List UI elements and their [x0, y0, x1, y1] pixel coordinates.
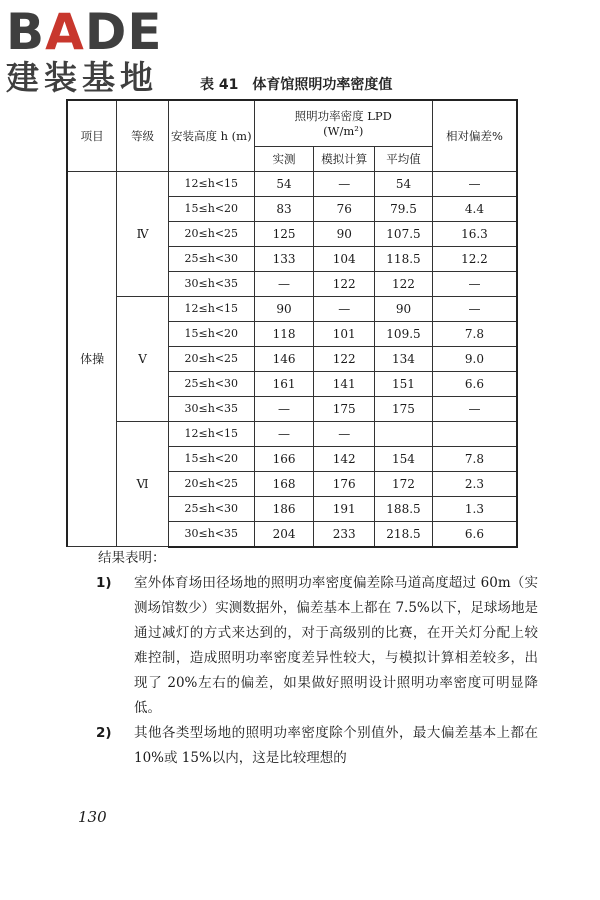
simulated-cell: 142: [314, 446, 375, 471]
result-item-2: [78, 721, 538, 771]
deviation-cell: [432, 421, 517, 446]
result-item-text: 其他各类型场地的照明功率密度除个别值外，最大偏差基本上都在 10%或 15%以内，这是比较理想的: [134, 725, 538, 766]
average-cell: 118.5: [375, 246, 433, 271]
deviation-cell: —: [432, 271, 517, 296]
logo-subtitle: 建装基地: [6, 58, 158, 97]
header-lpd-label: 照明功率密度 LPD: [294, 109, 392, 124]
measured-cell: 168: [254, 471, 314, 496]
result-item-1: [78, 571, 538, 721]
measured-cell: —: [254, 396, 314, 421]
average-cell: 90: [375, 296, 433, 321]
lpd-table: [66, 99, 518, 548]
height-cell: 15≤h<20: [168, 446, 254, 471]
page-number: 130: [78, 808, 107, 826]
deviation-cell: 6.6: [432, 371, 517, 396]
deviation-cell: 7.8: [432, 446, 517, 471]
height-cell: 15≤h<20: [168, 321, 254, 346]
simulated-cell: —: [314, 421, 375, 446]
height-cell: 25≤h<30: [168, 496, 254, 521]
height-cell: 25≤h<30: [168, 246, 254, 271]
header-average: 平均值: [375, 146, 433, 171]
logo-wordmark: BADE: [6, 3, 163, 61]
simulated-cell: 175: [314, 396, 375, 421]
measured-cell: 83: [254, 196, 314, 221]
simulated-cell: 122: [314, 346, 375, 371]
average-cell: 79.5: [375, 196, 433, 221]
measured-cell: —: [254, 271, 314, 296]
height-cell: 30≤h<35: [168, 396, 254, 421]
header-deviation: 相对偏差%: [432, 100, 517, 171]
simulated-cell: 90: [314, 221, 375, 246]
simulated-cell: 104: [314, 246, 375, 271]
height-cell: 15≤h<20: [168, 196, 254, 221]
measured-cell: 186: [254, 496, 314, 521]
simulated-cell: 101: [314, 321, 375, 346]
header-grade: 等级: [117, 100, 169, 171]
deviation-cell: —: [432, 296, 517, 321]
deviation-cell: 7.8: [432, 321, 517, 346]
simulated-cell: 176: [314, 471, 375, 496]
average-cell: 109.5: [375, 321, 433, 346]
average-cell: 151: [375, 371, 433, 396]
height-cell: 20≤h<25: [168, 221, 254, 246]
deviation-cell: 6.6: [432, 521, 517, 547]
simulated-cell: 122: [314, 271, 375, 296]
height-cell: 30≤h<35: [168, 521, 254, 547]
grade-cell: Ⅵ: [117, 421, 169, 547]
result-item-text: 室外体育场田径场地的照明功率密度偏差除马道高度超过 60m（实测场馆数少）实测数据外，偏差基本上都在 7.5%以下，足球场地是通过减灯的方式来达到的，对于高级别的比赛，在开关灯分配上较难控制，造成照明功率密度差异性较大，与模拟计算相差较多，出现了 20%左右的偏差，如果做好照明设计照明功率密度可明显降低。: [134, 575, 538, 716]
project-cell: 体操: [67, 171, 117, 547]
header-measured: 实测: [254, 146, 314, 171]
average-cell: 107.5: [375, 221, 433, 246]
header-height: 安装高度 h (m): [168, 100, 254, 171]
deviation-cell: 12.2: [432, 246, 517, 271]
header-lpd: [254, 100, 432, 146]
deviation-cell: —: [432, 396, 517, 421]
average-cell: 188.5: [375, 496, 433, 521]
simulated-cell: —: [314, 296, 375, 321]
table-body: [67, 171, 517, 547]
measured-cell: 146: [254, 346, 314, 371]
grade-cell: Ⅴ: [117, 296, 169, 421]
height-cell: 12≤h<15: [168, 171, 254, 196]
results-text: [78, 546, 538, 771]
deviation-cell: 1.3: [432, 496, 517, 521]
average-cell: 122: [375, 271, 433, 296]
simulated-cell: 141: [314, 371, 375, 396]
table-row: [67, 421, 517, 446]
measured-cell: —: [254, 421, 314, 446]
simulated-cell: 233: [314, 521, 375, 547]
height-cell: 20≤h<25: [168, 471, 254, 496]
average-cell: 134: [375, 346, 433, 371]
height-cell: 30≤h<35: [168, 271, 254, 296]
result-item-number: 1): [96, 575, 112, 591]
measured-cell: 90: [254, 296, 314, 321]
height-cell: 12≤h<15: [168, 421, 254, 446]
deviation-cell: —: [432, 171, 517, 196]
average-cell: 175: [375, 396, 433, 421]
table-number: 表 41: [200, 77, 239, 93]
measured-cell: 133: [254, 246, 314, 271]
measured-cell: 166: [254, 446, 314, 471]
height-cell: 12≤h<15: [168, 296, 254, 321]
simulated-cell: —: [314, 171, 375, 196]
measured-cell: 125: [254, 221, 314, 246]
measured-cell: 161: [254, 371, 314, 396]
average-cell: [375, 421, 433, 446]
height-cell: 20≤h<25: [168, 346, 254, 371]
results-intro: 结果表明：: [98, 550, 166, 566]
measured-cell: 54: [254, 171, 314, 196]
grade-cell: Ⅳ: [117, 171, 169, 296]
table-row: [67, 171, 517, 196]
average-cell: 154: [375, 446, 433, 471]
table-title: 体育馆照明功率密度值: [252, 77, 393, 93]
deviation-cell: 2.3: [432, 471, 517, 496]
average-cell: 54: [375, 171, 433, 196]
header-lpd-unit: (W/m²): [323, 124, 364, 139]
deviation-cell: 4.4: [432, 196, 517, 221]
table-caption: [200, 74, 392, 94]
simulated-cell: 191: [314, 496, 375, 521]
header-project: 项目: [67, 100, 117, 171]
average-cell: 172: [375, 471, 433, 496]
deviation-cell: 16.3: [432, 221, 517, 246]
logo: [6, 3, 176, 97]
deviation-cell: 9.0: [432, 346, 517, 371]
average-cell: 218.5: [375, 521, 433, 547]
simulated-cell: 76: [314, 196, 375, 221]
header-simulated: 模拟计算: [314, 146, 375, 171]
result-item-number: 2): [96, 725, 112, 741]
measured-cell: 118: [254, 321, 314, 346]
measured-cell: 204: [254, 521, 314, 547]
table-row: [67, 296, 517, 321]
height-cell: 25≤h<30: [168, 371, 254, 396]
